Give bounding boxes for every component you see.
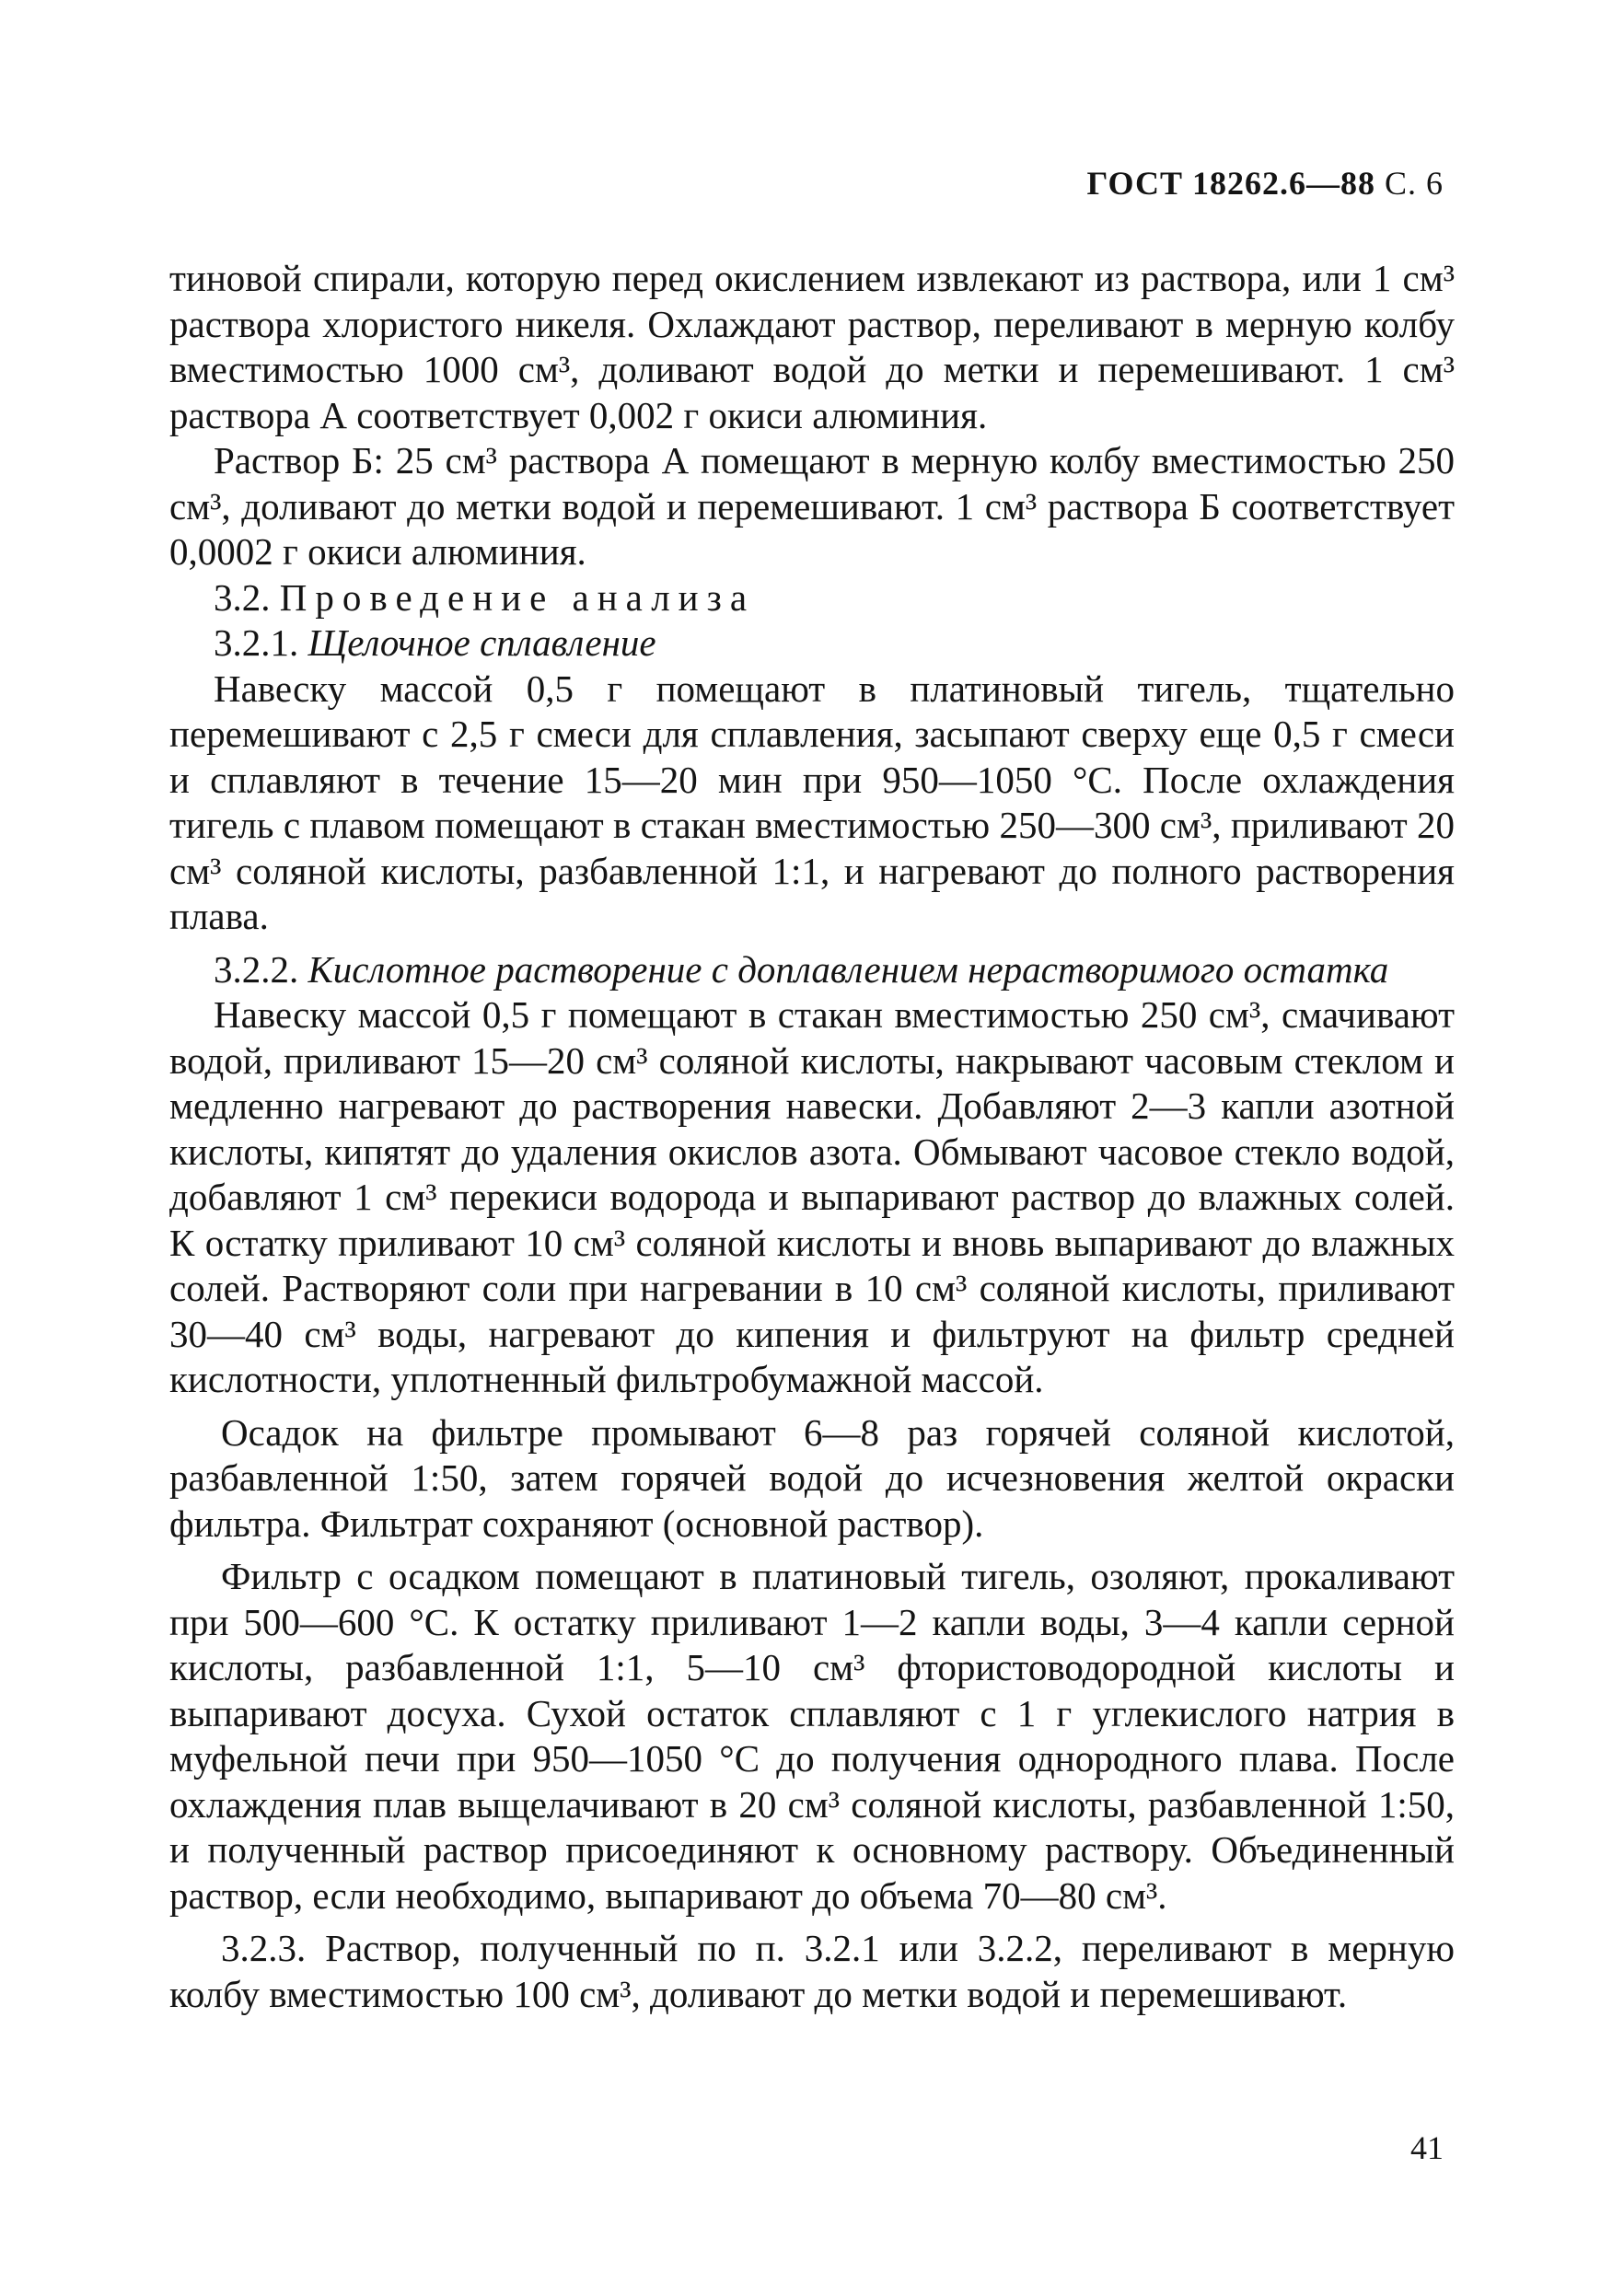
paragraph-solution-a: тиновой спирали, которую перед окислением извлекают из раствора, или 1 см³ раствора хлористого никеля. Охлаждают раствор, переливают в мерную колбу вместимостью 1000 см³, доливают водой до метки и перемешивают. 1 см³ раствора А соответствует 0,002 г окиси алюминия. <box>169 257 1455 436</box>
paragraph-solution-b: Раствор Б: 25 см³ раствора А помещают в мерную колбу вместимостью 250 см³, доливают до метки водой и перемешивают. 1 см³ раствора Б соответствует 0,0002 г окиси алюминия. <box>169 439 1455 573</box>
section-title: Проведение анализа <box>279 575 756 619</box>
paragraph-3-2-3: 3.2.3. Раствор, полученный по п. 3.2.1 или 3.2.2, переливают в мерную колбу вместимостью 100 см³, доливают до метки водой и перемешивают. <box>169 1927 1455 2015</box>
page-number: 41 <box>1410 2129 1444 2166</box>
section-heading-3-2 <box>169 575 1455 621</box>
paragraph-alkaline-fusion: Навеску массой 0,5 г помещают в платиновый тигель, тщательно перемешивают с 2,5 г смеси для сплавления, засыпают сверху еще 0,5 г смеси и сплавляют в течение 15—20 мин при 950—1050 °С. После охлаждения тигель с плавом помещают в стакан вместимостью 250—300 см³, приливают 20 см³ соляной кислоты, разбавленной 1:1, и нагревают до полного растворения плава. <box>169 667 1455 937</box>
body-text <box>169 256 1455 2017</box>
paragraph-acid-dissolution: Навеску массой 0,5 г помещают в стакан вместимостью 250 см³, смачивают водой, приливают 15—20 см³ соляной кислоты, накрывают часовым стеклом и медленно нагревают до растворения навески. Добавляют 2—3 капли азотной кислоты, кипятят до удаления окислов азота. Обмывают часовое стекло водой, добавляют 1 см³ перекиси водорода и выпаривают раствор до влажных солей. К остатку приливают 10 см³ соляной кислоты и вновь выпаривают до влажных солей. Растворяют соли при нагревании в 10 см³ соляной кислоты, приливают 30—40 см³ воды, нагревают до кипения и фильтруют на фильтр средней кислотности, уплотненный фильтробумажной массой. <box>169 993 1455 1400</box>
section-number: 3.2. <box>214 575 271 619</box>
section-title: Щелочное сплавление <box>307 621 656 664</box>
section-number: 3.2.1. <box>214 621 299 664</box>
section-heading-3-2-1 <box>169 620 1455 667</box>
paragraph-filter-ignition: Фильтр с осадком помещают в платиновый тигель, озоляют, прокаливают при 500—600 °С. К остатку приливают 1—2 капли воды, 3—4 капли серной кислоты, разбавленной 1:1, 5—10 см³ фтористоводородной кислоты и выпаривают досуха. Сухой остаток сплавляют с 1 г углекислого натрия в муфельной печи при 950—1050 °С до получения однородного плава. После охлаждения плав выщелачивают в 20 см³ соляной кислоты, разбавленной 1:50, и полученный раствор присоединяют к основному раствору. Объединенный раствор, если необходимо, выпаривают до объема 70—80 см³. <box>169 1555 1455 1917</box>
paragraph-precipitate-wash: Осадок на фильтре промывают 6—8 раз горячей соляной кислотой, разбавленной 1:50, затем горячей водой до исчезновения желтой окраски фильтра. Фильтрат сохраняют (основной раствор). <box>169 1410 1455 1545</box>
section-heading-3-2-2 <box>169 947 1455 993</box>
header-page-label: С. 6 <box>1384 165 1444 202</box>
section-title: Кислотное растворение с доплавлением нерастворимого остатка <box>307 947 1389 991</box>
standard-number: ГОСТ 18262.6—88 <box>1086 165 1375 202</box>
page-header <box>1087 164 1444 203</box>
section-number: 3.2.2. <box>214 947 299 991</box>
